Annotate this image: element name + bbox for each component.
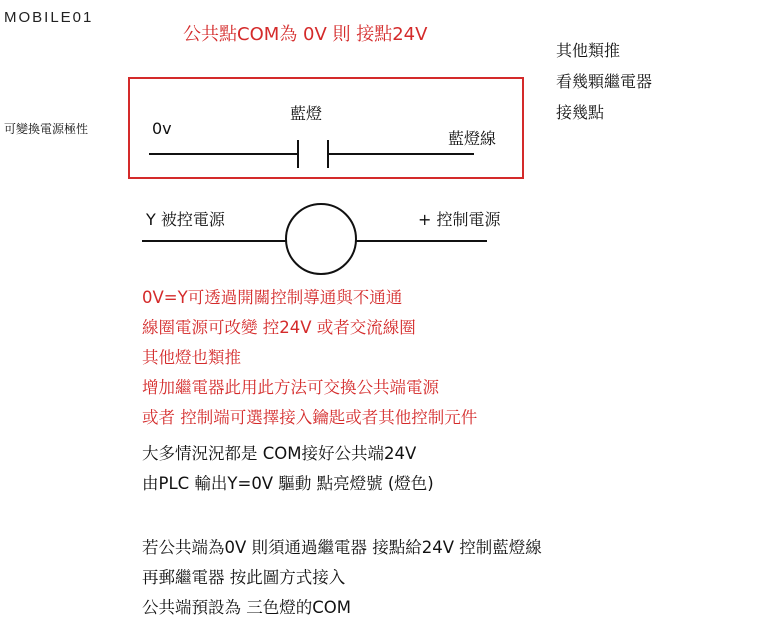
red-line-1: 0V=Y可透過開關控制導通與不通通 [142,288,403,307]
black-line-1: 大多情況況都是 COM接好公共端24V [142,444,417,463]
label-control-supply: + 控制電源 [418,210,501,229]
black-line-2: 由PLC 輸出Y=0V 驅動 點亮燈號 (燈色) [142,474,434,493]
diagram-title: 公共點COM為 0V 則 接點24V [183,24,428,45]
black-line-4: 再郵繼電器 按此圖方式接入 [142,568,346,587]
red-line-5: 或者 控制端可選擇接入鑰匙或者其他控制元件 [142,408,478,427]
red-line-3: 其他燈也類推 [142,348,241,367]
label-blue-lamp-wire: 藍燈線 [448,129,497,148]
red-line-2: 線圈電源可改變 控24V 或者交流線圈 [142,318,416,337]
polarity-note: 可變換電源極性 [4,122,89,136]
red-line-4: 增加繼電器此用此方法可交換公共端電源 [142,378,439,397]
black-line-3: 若公共端為0V 則須通過繼電器 接點給24V 控制藍燈線 [142,538,542,557]
logo-text: MOBILE01 [4,9,94,26]
label-blue-lamp: 藍燈 [290,104,323,123]
black-line-5: 公共端預設為 三色燈的COM [142,598,351,617]
label-controlled-supply: Y 被控電源 [146,210,225,229]
relay-coil-circle [286,204,356,274]
label-0v: 0v [152,119,172,138]
side-note-2: 看幾顆繼電器 [556,72,653,91]
side-note-1: 其他類推 [556,41,621,60]
side-note-3: 接幾點 [556,103,605,122]
